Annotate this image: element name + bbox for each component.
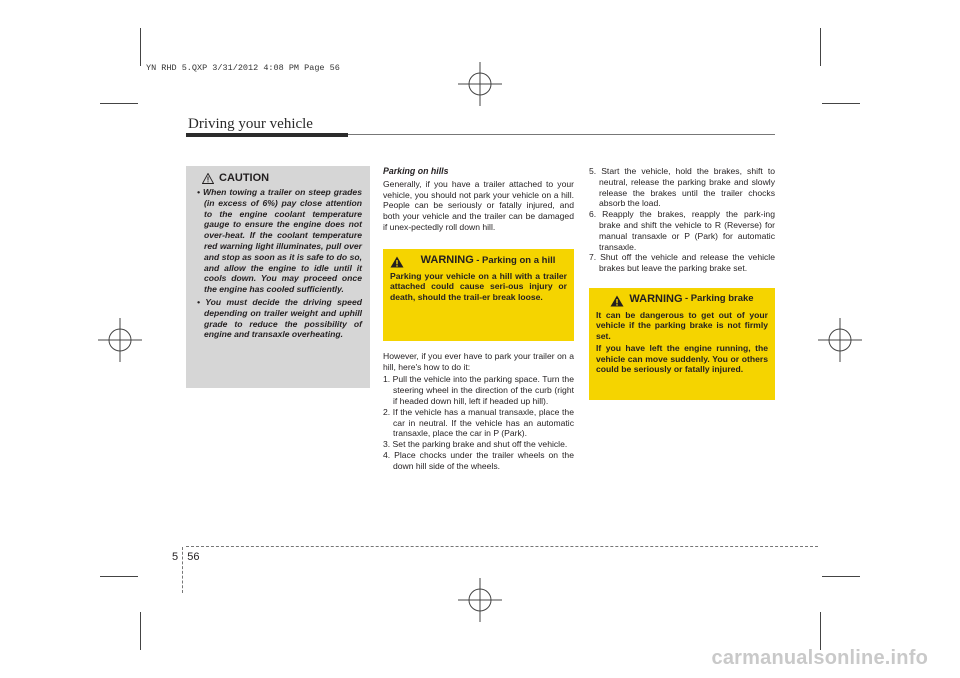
caution-triangle-icon	[202, 173, 214, 184]
warning-subject: - Parking brake	[684, 292, 754, 304]
warning-box-parking-brake	[589, 288, 775, 400]
caution-list	[194, 187, 362, 340]
parking-steps-column	[589, 166, 775, 400]
header-rule-thin	[348, 134, 775, 135]
list-item: 7. Shut off the vehicle and release the vehicle brakes but leave the parking brake set.	[589, 252, 775, 274]
header-rule-thick	[186, 133, 348, 137]
caution-item: • When towing a trailer on steep grades (in excess of 6%) pay close attention to the engine coolant temperature gauge to ensure the engine does not over-heat. If the coolant temperature red warning light illuminates, pull over and stop as soon as it is safe to do so, and allow the engine to idle until it cools down. You may proceed once the engine has cooled sufficiently.	[197, 187, 362, 295]
registration-mark-right	[818, 318, 862, 362]
warning-text: Parking your vehicle on a hill with a trailer attached could cause seri-ous injury or death, should the trail-er break loose.	[390, 270, 567, 302]
page-number	[172, 551, 200, 563]
registration-mark-left	[98, 318, 142, 362]
watermark: carmanualsonline.info	[711, 647, 928, 669]
parking-however: However, if you ever have to park your trailer on a hill, here's how to do it:	[383, 350, 574, 372]
parking-steps	[383, 374, 574, 471]
list-item: 2. If the vehicle has a manual transaxle, place the car in neutral. If the vehicle has an automatic transaxle, place the car in P (Park).	[383, 406, 574, 439]
parking-steps-continued	[589, 166, 775, 274]
registration-mark-top	[458, 62, 502, 106]
caution-box	[186, 166, 370, 388]
warning-triangle-icon	[390, 256, 404, 268]
print-slug: YN RHD 5.QXP 3/31/2012 4:08 PM Page 56	[146, 63, 340, 73]
list-item: 1. Pull the vehicle into the parking space. Turn the steering wheel in the direction of the curb (right if headed down hill, left if headed up hill).	[383, 374, 574, 406]
parking-column	[383, 166, 574, 472]
list-item: 6. Reapply the brakes, reapply the park-ing brake and shift the vehicle to R (Reverse) for manual transaxle or P (Park) for automatic transaxle.	[589, 209, 775, 252]
list-item: 5. Start the vehicle, hold the brakes, shift to neutral, release the parking brake and slowly release the brakes until the trailer chocks absorb the load.	[589, 166, 775, 209]
caution-title: CAUTION	[219, 172, 270, 184]
list-item: 3. Set the parking brake and shut off the vehicle.	[383, 439, 568, 450]
warning-text: If you have left the engine running, the vehicle can move suddenly. You or others could be seriously or fatally injured.	[596, 343, 768, 375]
parking-heading: Parking on hills	[383, 166, 449, 176]
chapter-number: 5	[172, 551, 179, 563]
section-title: Driving your vehicle	[188, 116, 313, 132]
registration-mark-bottom	[458, 578, 502, 622]
warning-label: WARNING	[629, 292, 683, 305]
warning-label: WARNING	[420, 253, 474, 266]
caution-header	[194, 172, 362, 184]
list-item: 4. Place chocks under the trailer wheels on the down hill side of the wheels.	[383, 449, 574, 471]
page-number-value: 56	[187, 551, 200, 563]
warning-box-hill	[383, 249, 574, 341]
parking-intro: Generally, if you have a trailer attached to your vehicle, you should not park your vehicle on a hill. People can be seriously or fatally injured, and both your vehicle and the trailer can be damaged if unex-pectedly roll down hill.	[383, 178, 574, 232]
warning-subject: - Parking on a hill	[476, 254, 556, 266]
warning-triangle-icon	[610, 295, 624, 307]
warning-text: It can be dangerous to get out of your vehicle if the parking brake is not firmly set.	[596, 309, 768, 341]
caution-item: • You must decide the driving speed depending on trailer weight and uphill grade to reduce the possibility of engine and transaxle overheating.	[197, 296, 362, 340]
footer-rule	[186, 546, 818, 547]
